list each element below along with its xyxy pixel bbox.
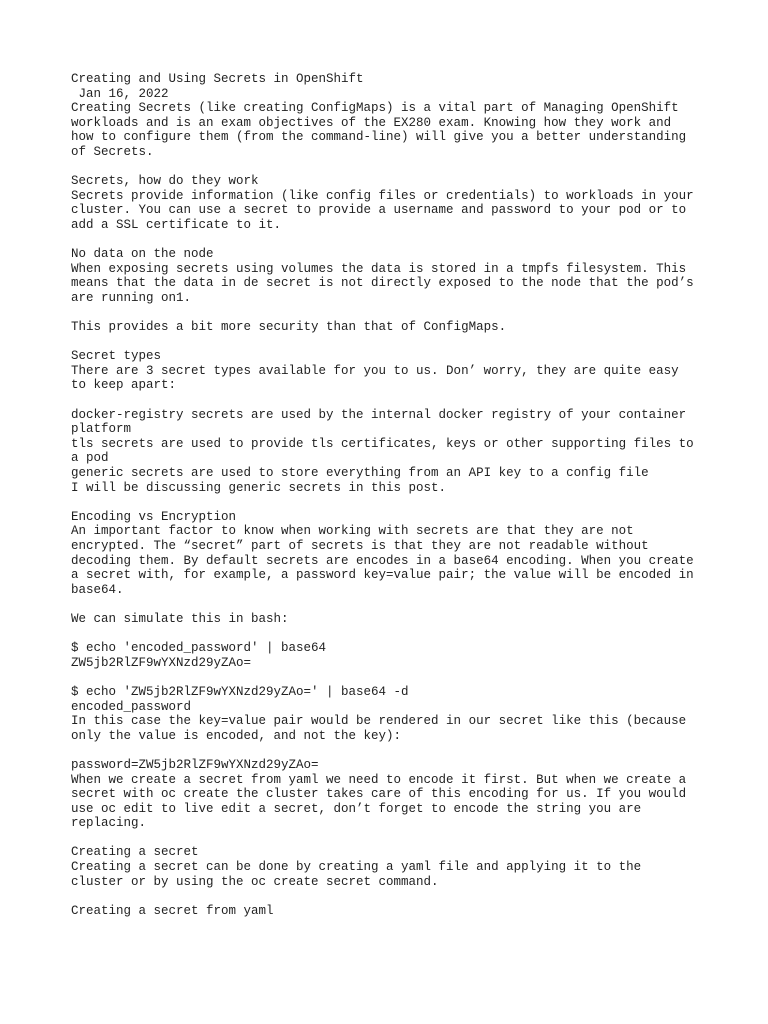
paragraph-line: only the value is encoded, and not the key): [71,728,402,743]
paragraph-line: a secret with, for example, a password key=value pair; the value will be encoded in [71,568,694,583]
code-command: $ echo 'encoded_password' | base64 [71,641,327,656]
page-title: Creating and Using Secrets in OpenShift [71,72,364,86]
paragraph-line: When exposing secrets using volumes the data is stored in a tmpfs filesystem. This [71,261,687,276]
paragraph-line: cluster or by using the oc create secret command. [71,874,439,889]
paragraph-line: means that the data in de secret is not directly exposed to the node that the pod’s [71,276,694,291]
paragraph-line: decoding them. By default secrets are encodes in a base64 encoding. When you create [71,553,694,568]
code-output: encoded_password [71,699,192,714]
list-item: I will be discussing generic secrets in this post. [71,480,447,495]
paragraph-line: Creating a secret can be done by creating a yaml file and applying it to the [71,860,642,875]
paragraph-line: This provides a bit more security than that of ConfigMaps. [71,320,507,335]
intro-line: how to configure them (from the command-line) will give you a better understanding [71,130,687,145]
post-date: Jan 16, 2022 [71,86,169,101]
document-body [71,72,711,918]
section-heading-encoding: Encoding vs Encryption [71,509,237,524]
section-heading-creating: Creating a secret [71,845,199,860]
section-heading-nodata: No data on the node [71,247,214,262]
paragraph-line: There are 3 secret types available for you to us. Don’ worry, they are quite easy [71,363,679,378]
paragraph-line: An important factor to know when working with secrets are that they are not [71,524,634,539]
paragraph-line: secret with oc create the cluster takes care of this encoding for us. If you would [71,787,687,802]
intro-line: of Secrets. [71,144,154,159]
paragraph-line: cluster. You can use a secret to provide a username and password to your pod or to [71,203,687,218]
paragraph-line: When we create a secret from yaml we need to encode it first. But when we create a [71,772,687,787]
paragraph-line: Secrets provide information (like config files or credentials) to workloads in your [71,188,694,203]
intro-line: Creating Secrets (like creating ConfigMaps) is a vital part of Managing OpenShift [71,101,679,116]
code-command: $ echo 'ZW5jb2RlZF9wYXNzd29yZAo=' | base64 -d [71,684,409,699]
subsection-heading: Creating a secret from yaml [71,903,274,918]
paragraph-line: base64. [71,582,124,597]
paragraph-line: add a SSL certificate to it. [71,217,282,232]
section-heading-types: Secret types [71,349,162,364]
list-item: tls secrets are used to provide tls certificates, keys or other supporting files to [71,436,694,451]
paragraph-line: In this case the key=value pair would be rendered in our secret like this (because [71,714,687,729]
paragraph-line: encrypted. The “secret” part of secrets is that they are not readable without [71,539,649,553]
code-output: ZW5jb2RlZF9wYXNzd29yZAo= [71,655,252,670]
list-item: platform [71,422,132,437]
paragraph-line: replacing. [71,816,147,831]
intro-line: workloads and is an exam objectives of the EX280 exam. Knowing how they work and [71,115,672,130]
list-item: docker-registry secrets are used by the internal docker registry of your container [71,407,687,422]
list-item: a pod [71,451,109,466]
section-heading-how: Secrets, how do they work [71,174,259,189]
paragraph-line: use oc edit to live edit a secret, don’t forget to encode the string you are [71,801,642,816]
paragraph-line: are running on1. [71,290,192,305]
list-item: generic secrets are used to store everything from an API key to a config file [71,466,649,481]
paragraph-line: to keep apart: [71,378,177,393]
code-output: password=ZW5jb2RlZF9wYXNzd29yZAo= [71,757,319,772]
paragraph-line: We can simulate this in bash: [71,611,289,626]
